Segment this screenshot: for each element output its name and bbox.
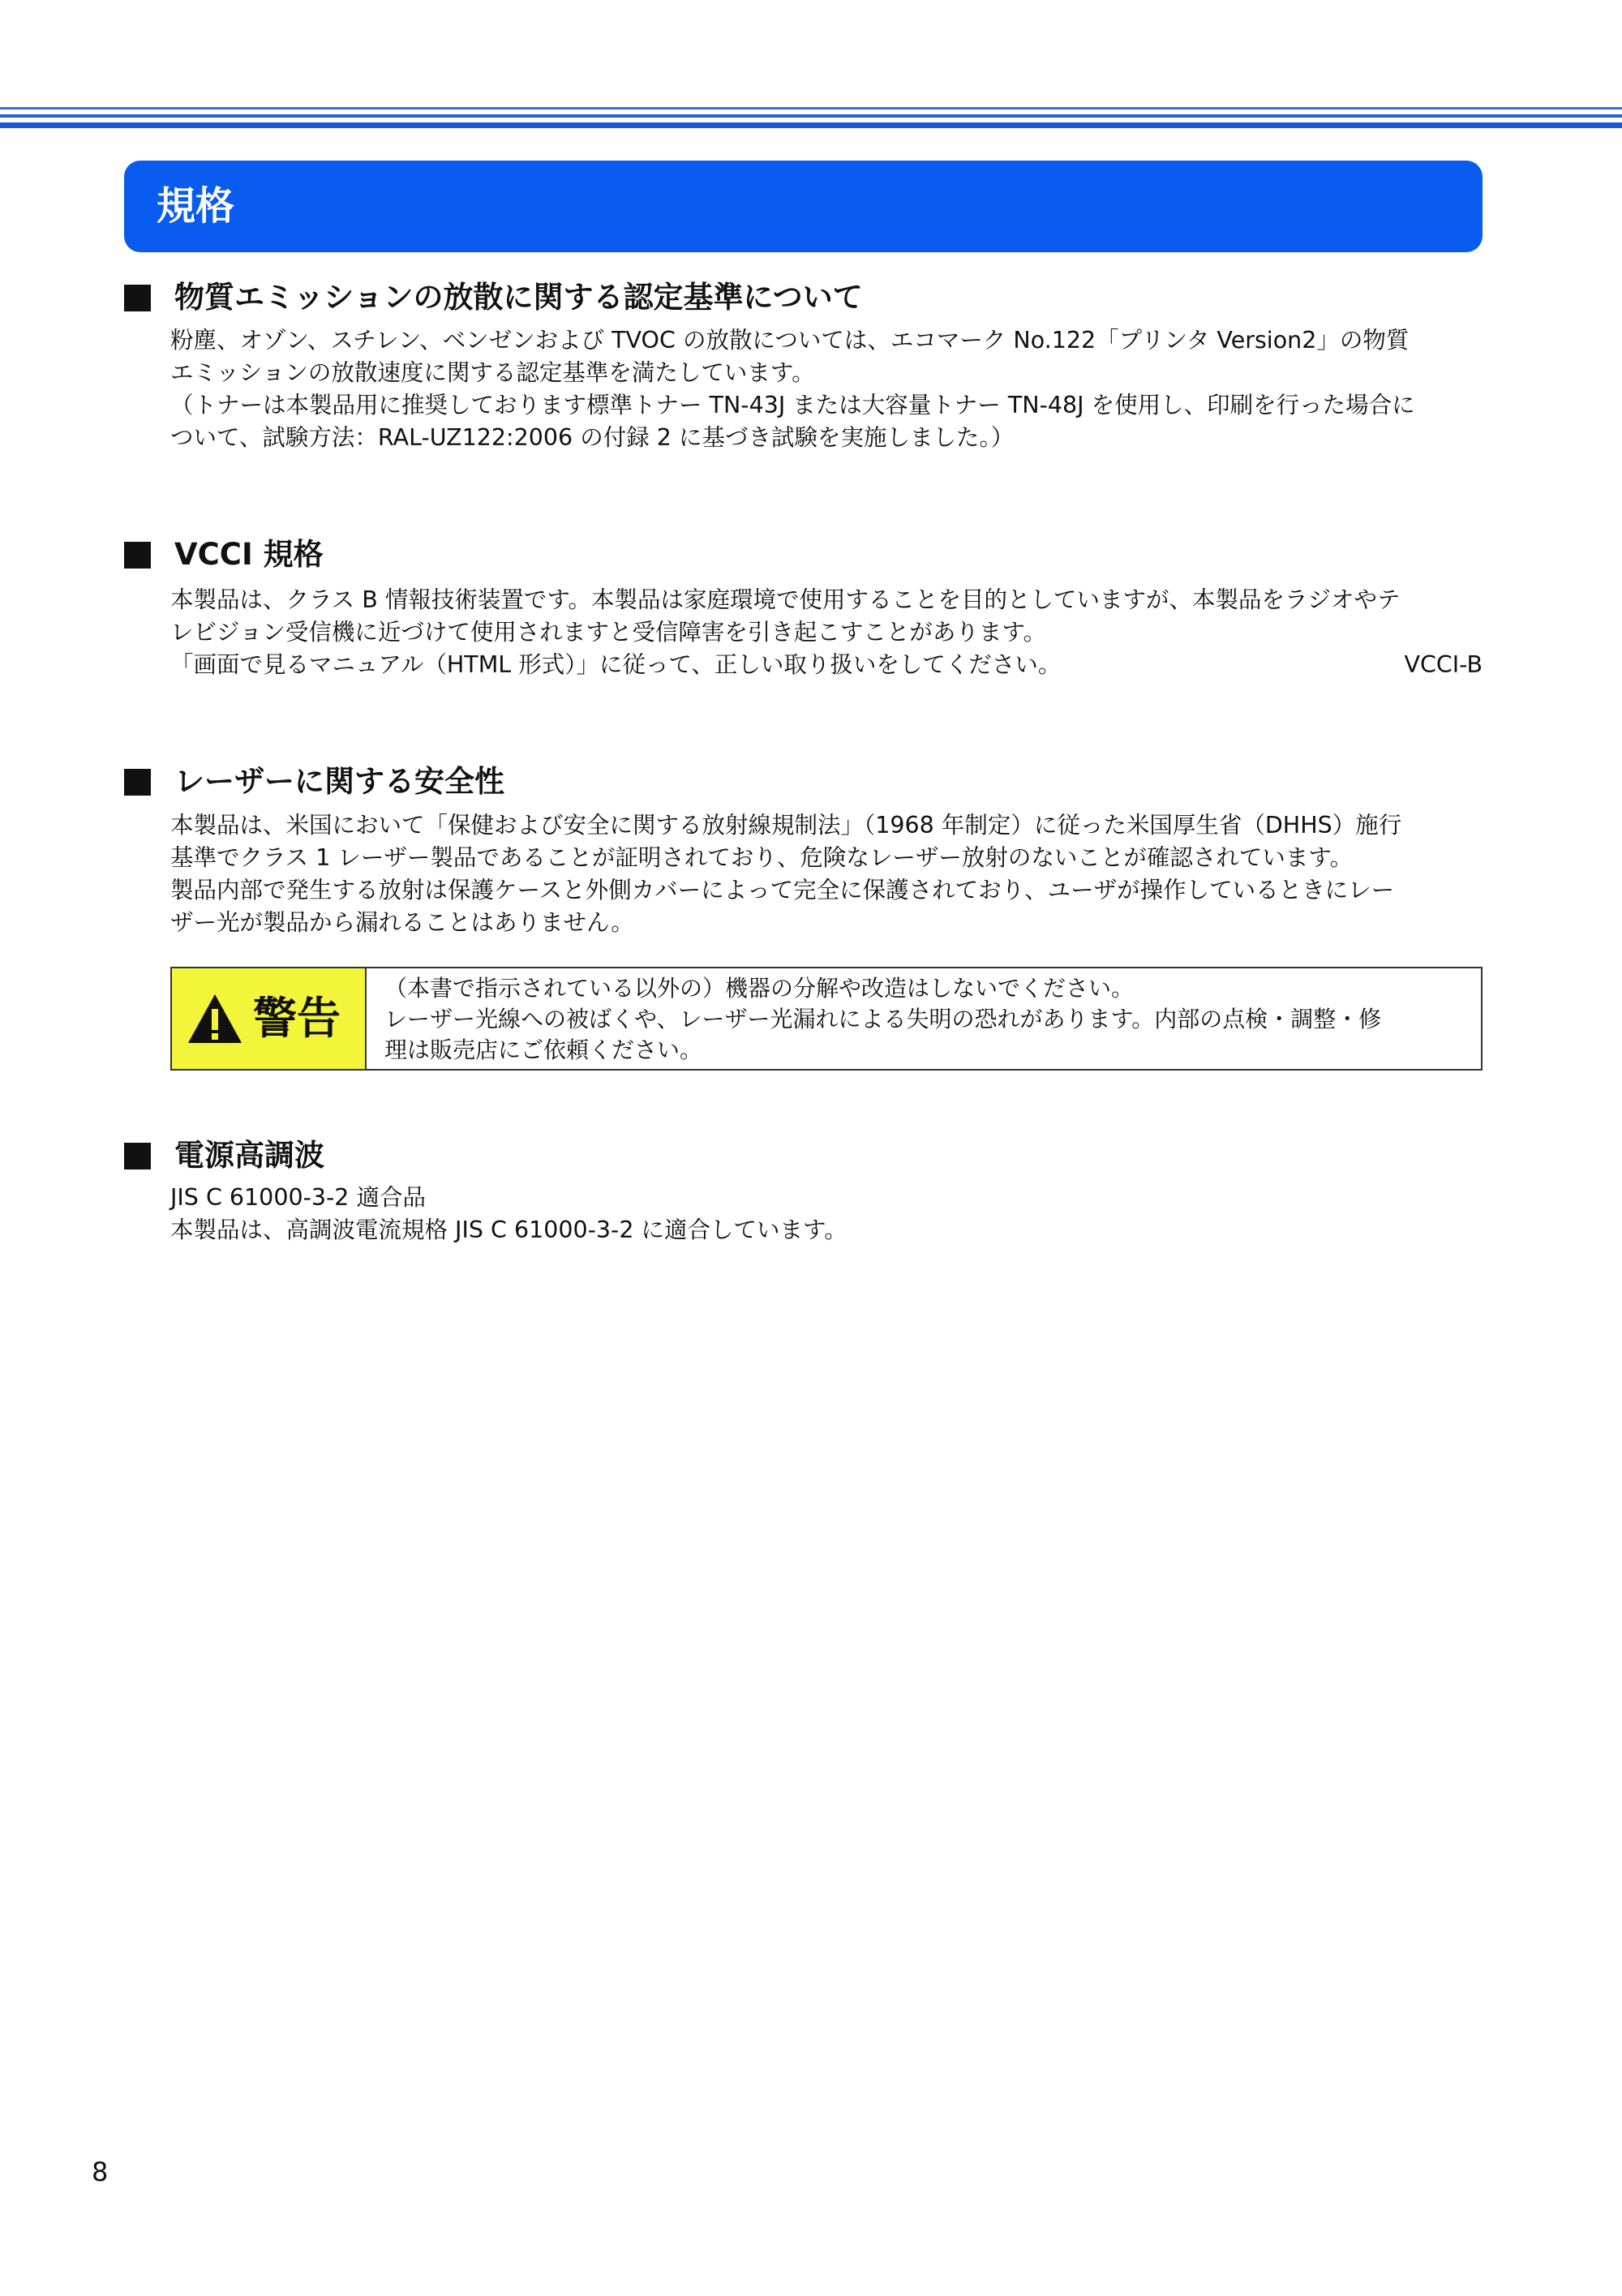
section-body-harmonics [170, 1182, 1483, 1247]
section-title: 電源高調波 [174, 1138, 324, 1173]
body-line: ザー光が製品から漏れることはありません。 [170, 909, 634, 936]
body-line: 本製品は、高調波電流規格 JIS C 61000-3-2 に適合しています。 [170, 1217, 847, 1243]
chapter-banner [124, 161, 1483, 252]
warning-text [384, 973, 1381, 1066]
section-body-laser [170, 809, 1483, 939]
vcci-class-code: VCCI-B [1404, 651, 1483, 678]
header-rule-thick [0, 122, 1622, 128]
section-body-vcci [170, 584, 1483, 681]
warning-triangle-icon [187, 993, 243, 1045]
body-line: ついて、試験方法：RAL-UZ122:2006 の付録 2 に基づき試験を実施しました。） [170, 424, 1015, 451]
square-bullet-icon [124, 769, 151, 796]
chapter-title: 規格 [157, 183, 235, 229]
body-line: JIS C 61000-3-2 適合品 [170, 1184, 426, 1211]
warning-label: 警告 [253, 993, 341, 1044]
warning-line: （本書で指示されている以外の）機器の分解や改造はしないでください。 [384, 975, 1135, 1002]
section-body-emission [170, 324, 1483, 454]
body-line: 本製品は、米国において「保健および安全に関する放射線規制法」（1968 年制定）に従った米国厚生省（DHHS）施行 [170, 812, 1402, 839]
page-number: 8 [92, 2157, 109, 2187]
body-line: 粉塵、オゾン、スチレン、ベンゼンおよび TVOC の放散については、エコマーク No.122「プリンタ Version2」の物質 [170, 327, 1410, 354]
body-line: 本製品は、クラス B 情報技術装置です。本製品は家庭環境で使用することを目的としていますが、本製品をラジオやテ [170, 586, 1401, 613]
section-title: VCCI 規格 [174, 537, 324, 572]
warning-line: レーザー光線への被ばくや、レーザー光漏れによる失明の恐れがあります。内部の点検・調整・修 [384, 1006, 1382, 1032]
section-title: 物質エミッションの放散に関する認定基準について [174, 280, 863, 315]
body-line: 製品内部で発生する放射は保護ケースと外側カバーによって完全に保護されており、ユーザが操作しているときにレー [170, 877, 1395, 903]
header-rules [0, 107, 1622, 131]
body-line: （トナーは本製品用に推奨しております標準トナー TN-43J または大容量トナー TN-48J を使用し、印刷を行った場合に [170, 392, 1415, 418]
body-line-with-code [170, 649, 1483, 681]
warning-box [170, 967, 1483, 1071]
header-rule-medium [0, 114, 1622, 118]
body-line: 「画面で見るマニュアル（HTML 形式）」に従って、正しい取り扱いをしてください。 [170, 651, 1062, 678]
square-bullet-icon [124, 542, 151, 569]
header-rule-thin [0, 107, 1622, 109]
square-bullet-icon [124, 1143, 151, 1169]
warning-label-panel [172, 968, 367, 1069]
body-line: 基準でクラス 1 レーザー製品であることが証明されており、危険なレーザー放射のないことが確認されています。 [170, 844, 1354, 871]
section-title: レーザーに関する安全性 [174, 764, 504, 799]
body-line: レビジョン受信機に近づけて使用されますと受信障害を引き起こすことがあります。 [170, 619, 1047, 646]
warning-line: 理は販売店にご依頼ください。 [384, 1036, 703, 1063]
body-line: エミッションの放散速度に関する認定基準を満たしています。 [170, 359, 815, 386]
square-bullet-icon [124, 285, 151, 311]
